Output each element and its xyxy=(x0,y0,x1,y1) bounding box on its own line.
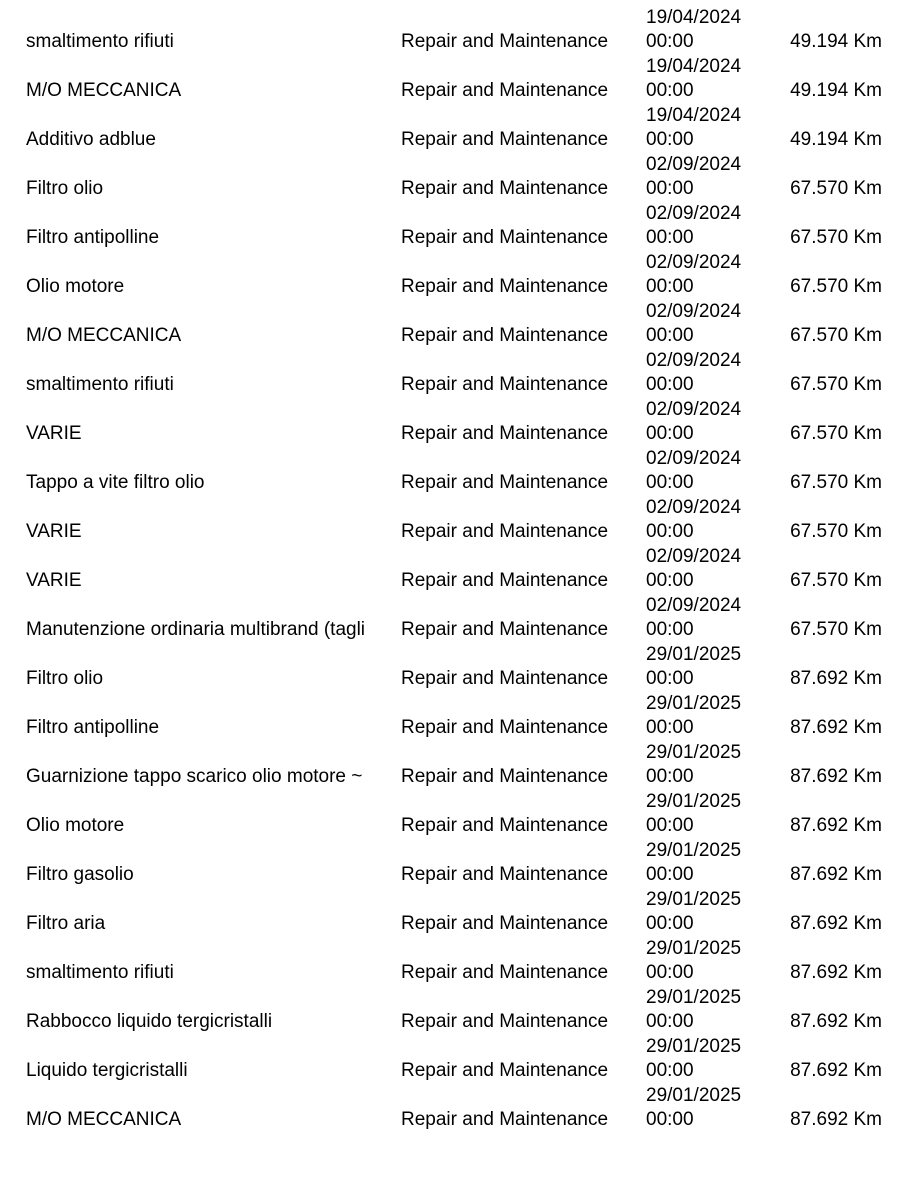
row-date: 02/09/2024 xyxy=(646,546,742,567)
row-description: smaltimento rifiuti xyxy=(26,962,174,983)
row-time: 00:00 xyxy=(646,227,694,248)
row-date: 29/01/2025 xyxy=(646,1036,742,1057)
table-row xyxy=(0,643,897,692)
row-date: 29/01/2025 xyxy=(646,1085,742,1106)
row-category: Repair and Maintenance xyxy=(401,129,609,150)
table-row xyxy=(0,447,897,496)
row-category: Repair and Maintenance xyxy=(401,1109,609,1130)
row-category: Repair and Maintenance xyxy=(401,766,609,787)
table-row xyxy=(0,202,897,251)
row-category: Repair and Maintenance xyxy=(401,717,609,738)
row-category: Repair and Maintenance xyxy=(401,276,609,297)
row-description: M/O MECCANICA xyxy=(26,80,182,101)
row-category: Repair and Maintenance xyxy=(401,619,609,640)
row-category: Repair and Maintenance xyxy=(401,962,609,983)
row-date: 19/04/2024 xyxy=(646,56,742,77)
row-time: 00:00 xyxy=(646,913,694,934)
row-time: 00:00 xyxy=(646,962,694,983)
row-description: Filtro aria xyxy=(26,913,106,934)
row-time: 00:00 xyxy=(646,717,694,738)
row-km: 87.692 Km xyxy=(790,668,882,689)
row-description: Tappo a vite filtro olio xyxy=(26,472,205,493)
row-km: 67.570 Km xyxy=(790,521,882,542)
row-time: 00:00 xyxy=(646,1109,694,1130)
row-description: VARIE xyxy=(26,423,82,444)
row-time: 00:00 xyxy=(646,521,694,542)
table-row xyxy=(0,104,897,153)
row-time: 00:00 xyxy=(646,570,694,591)
row-category: Repair and Maintenance xyxy=(401,374,609,395)
row-km: 87.692 Km xyxy=(790,1109,882,1130)
row-description: VARIE xyxy=(26,521,82,542)
row-category: Repair and Maintenance xyxy=(401,668,609,689)
table-row xyxy=(0,6,897,55)
row-km: 67.570 Km xyxy=(790,619,882,640)
row-time: 00:00 xyxy=(646,129,694,150)
row-time: 00:00 xyxy=(646,80,694,101)
table-row xyxy=(0,888,897,937)
row-description: Olio motore xyxy=(26,815,125,836)
row-time: 00:00 xyxy=(646,374,694,395)
row-category: Repair and Maintenance xyxy=(401,521,609,542)
row-description: Additivo adblue xyxy=(26,129,156,150)
row-category: Repair and Maintenance xyxy=(401,1011,609,1032)
table-row xyxy=(0,692,897,741)
row-description: Liquido tergicristalli xyxy=(26,1060,188,1081)
row-km: 49.194 Km xyxy=(790,129,882,150)
row-km: 87.692 Km xyxy=(790,717,882,738)
row-date: 02/09/2024 xyxy=(646,350,742,371)
row-description: Rabbocco liquido tergicristalli xyxy=(26,1011,273,1032)
row-km: 87.692 Km xyxy=(790,1060,882,1081)
table-row xyxy=(0,545,897,594)
row-date: 29/01/2025 xyxy=(646,644,742,665)
row-description: Filtro olio xyxy=(26,178,104,199)
row-description: Filtro gasolio xyxy=(26,864,134,885)
row-date: 02/09/2024 xyxy=(646,203,742,224)
row-date: 19/04/2024 xyxy=(646,7,742,28)
row-date: 02/09/2024 xyxy=(646,595,742,616)
row-description: Filtro antipolline xyxy=(26,717,160,738)
row-km: 87.692 Km xyxy=(790,766,882,787)
row-date: 02/09/2024 xyxy=(646,301,742,322)
row-time: 00:00 xyxy=(646,815,694,836)
row-category: Repair and Maintenance xyxy=(401,31,609,52)
row-km: 87.692 Km xyxy=(790,864,882,885)
row-km: 87.692 Km xyxy=(790,962,882,983)
row-km: 49.194 Km xyxy=(790,31,882,52)
row-date: 02/09/2024 xyxy=(646,154,742,175)
row-km: 87.692 Km xyxy=(790,913,882,934)
row-category: Repair and Maintenance xyxy=(401,80,609,101)
table-row xyxy=(0,349,897,398)
row-time: 00:00 xyxy=(646,766,694,787)
row-date: 02/09/2024 xyxy=(646,497,742,518)
table-row xyxy=(0,741,897,790)
row-time: 00:00 xyxy=(646,1060,694,1081)
row-category: Repair and Maintenance xyxy=(401,570,609,591)
row-time: 00:00 xyxy=(646,864,694,885)
row-km: 67.570 Km xyxy=(790,276,882,297)
row-date: 29/01/2025 xyxy=(646,938,742,959)
row-date: 29/01/2025 xyxy=(646,791,742,812)
row-description: VARIE xyxy=(26,570,82,591)
row-km: 67.570 Km xyxy=(790,325,882,346)
row-time: 00:00 xyxy=(646,423,694,444)
table-row xyxy=(0,251,897,300)
row-category: Repair and Maintenance xyxy=(401,325,609,346)
table-row xyxy=(0,153,897,202)
table-row xyxy=(0,1035,897,1084)
table-row xyxy=(0,937,897,986)
row-km: 87.692 Km xyxy=(790,815,882,836)
row-category: Repair and Maintenance xyxy=(401,815,609,836)
row-category: Repair and Maintenance xyxy=(401,227,609,248)
row-description: smaltimento rifiuti xyxy=(26,374,174,395)
row-category: Repair and Maintenance xyxy=(401,913,609,934)
row-date: 29/01/2025 xyxy=(646,889,742,910)
row-time: 00:00 xyxy=(646,472,694,493)
row-category: Repair and Maintenance xyxy=(401,864,609,885)
row-km: 67.570 Km xyxy=(790,178,882,199)
row-date: 29/01/2025 xyxy=(646,693,742,714)
row-time: 00:00 xyxy=(646,668,694,689)
row-km: 67.570 Km xyxy=(790,423,882,444)
row-km: 67.570 Km xyxy=(790,227,882,248)
row-category: Repair and Maintenance xyxy=(401,472,609,493)
row-category: Repair and Maintenance xyxy=(401,178,609,199)
row-date: 02/09/2024 xyxy=(646,448,742,469)
row-km: 87.692 Km xyxy=(790,1011,882,1032)
row-km: 67.570 Km xyxy=(790,570,882,591)
table-row xyxy=(0,55,897,104)
row-date: 02/09/2024 xyxy=(646,252,742,273)
row-time: 00:00 xyxy=(646,276,694,297)
row-description: Manutenzione ordinaria multibrand (tagli xyxy=(26,619,366,640)
row-category: Repair and Maintenance xyxy=(401,1060,609,1081)
row-date: 19/04/2024 xyxy=(646,105,742,126)
row-description: M/O MECCANICA xyxy=(26,1109,182,1130)
table-row xyxy=(0,398,897,447)
row-time: 00:00 xyxy=(646,1011,694,1032)
row-date: 29/01/2025 xyxy=(646,840,742,861)
row-description: M/O MECCANICA xyxy=(26,325,182,346)
table-row xyxy=(0,986,897,1035)
row-description: smaltimento rifiuti xyxy=(26,31,174,52)
row-category: Repair and Maintenance xyxy=(401,423,609,444)
row-description: Olio motore xyxy=(26,276,125,297)
row-time: 00:00 xyxy=(646,31,694,52)
table-row xyxy=(0,594,897,643)
row-time: 00:00 xyxy=(646,619,694,640)
row-time: 00:00 xyxy=(646,178,694,199)
table-row xyxy=(0,300,897,349)
row-description: Filtro antipolline xyxy=(26,227,160,248)
table-row xyxy=(0,839,897,888)
row-km: 67.570 Km xyxy=(790,472,882,493)
row-date: 29/01/2025 xyxy=(646,742,742,763)
row-date: 02/09/2024 xyxy=(646,399,742,420)
table-row xyxy=(0,496,897,545)
row-description: Guarnizione tappo scarico olio motore ~ xyxy=(26,766,363,787)
row-km: 67.570 Km xyxy=(790,374,882,395)
row-description: Filtro olio xyxy=(26,668,104,689)
row-time: 00:00 xyxy=(646,325,694,346)
table-row xyxy=(0,1084,897,1133)
row-km: 49.194 Km xyxy=(790,80,882,101)
row-date: 29/01/2025 xyxy=(646,987,742,1008)
table-row xyxy=(0,790,897,839)
